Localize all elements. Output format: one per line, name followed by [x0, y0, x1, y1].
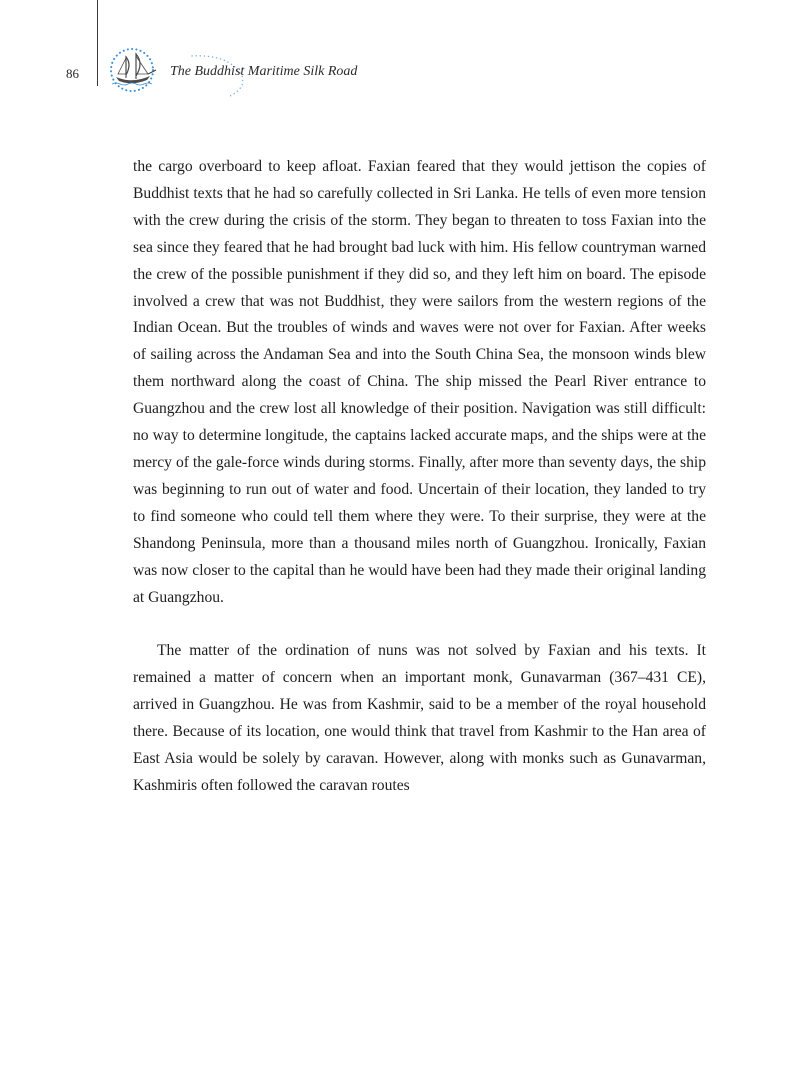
body-text — [133, 154, 706, 800]
page-number: 86 — [66, 66, 79, 81]
paragraph: the cargo overboard to keep afloat. Faxian feared that they would jettison the copies of Buddhist texts that he had so carefully collected in Sri Lanka. He tells of even more tension with the crew during the crisis of the storm. They began to threaten to toss Faxian into the sea since they feared that he had brought bad luck with him. His fellow countryman warned the crew of the possible punishment if they did so, and they left him on board. The episode involved a crew that was not Buddhist, they were sailors from the western regions of the Indian Ocean. But the troubles of winds and waves were not over for Faxian. After weeks of sailing across the Andaman Sea and into the South China Sea, the monsoon winds blew them northward along the coast of China. The ship missed the Pearl River entrance to Guangzhou and the crew lost all knowledge of their position. Navigation was still difficult: no way to determine longitude, the captains lacked accurate maps, and the ships were at the mercy of the gale-force winds during storms. Finally, after more than seventy days, the ship was beginning to run out of water and food. Uncertain of their location, they landed to try to find someone who could tell them where they were. To their surprise, they were at the Shandong Peninsula, more than a thousand miles north of Guangzhou. Ironically, Faxian was now closer to the capital than he would have been had they made their original landing at Guangzhou. — [133, 158, 706, 606]
running-title: The Buddhist Maritime Silk Road — [170, 64, 358, 79]
paragraph: The matter of the ordination of nuns was not solved by Faxian and his texts. It remained a matter of concern when an important monk, Gunavarman (367–431 CE), arrived in Guangzhou. He was from Kashmir, said to be a member of the royal household there. Because of its location, one would think that travel from Kashmir to the Han area of East Asia would be solely by caravan. However, along with monks such as Gunavarman, Kashmiris often followed the caravan routes — [133, 642, 706, 794]
header-divider-line — [97, 0, 98, 86]
sailing-ship-icon — [104, 44, 164, 96]
